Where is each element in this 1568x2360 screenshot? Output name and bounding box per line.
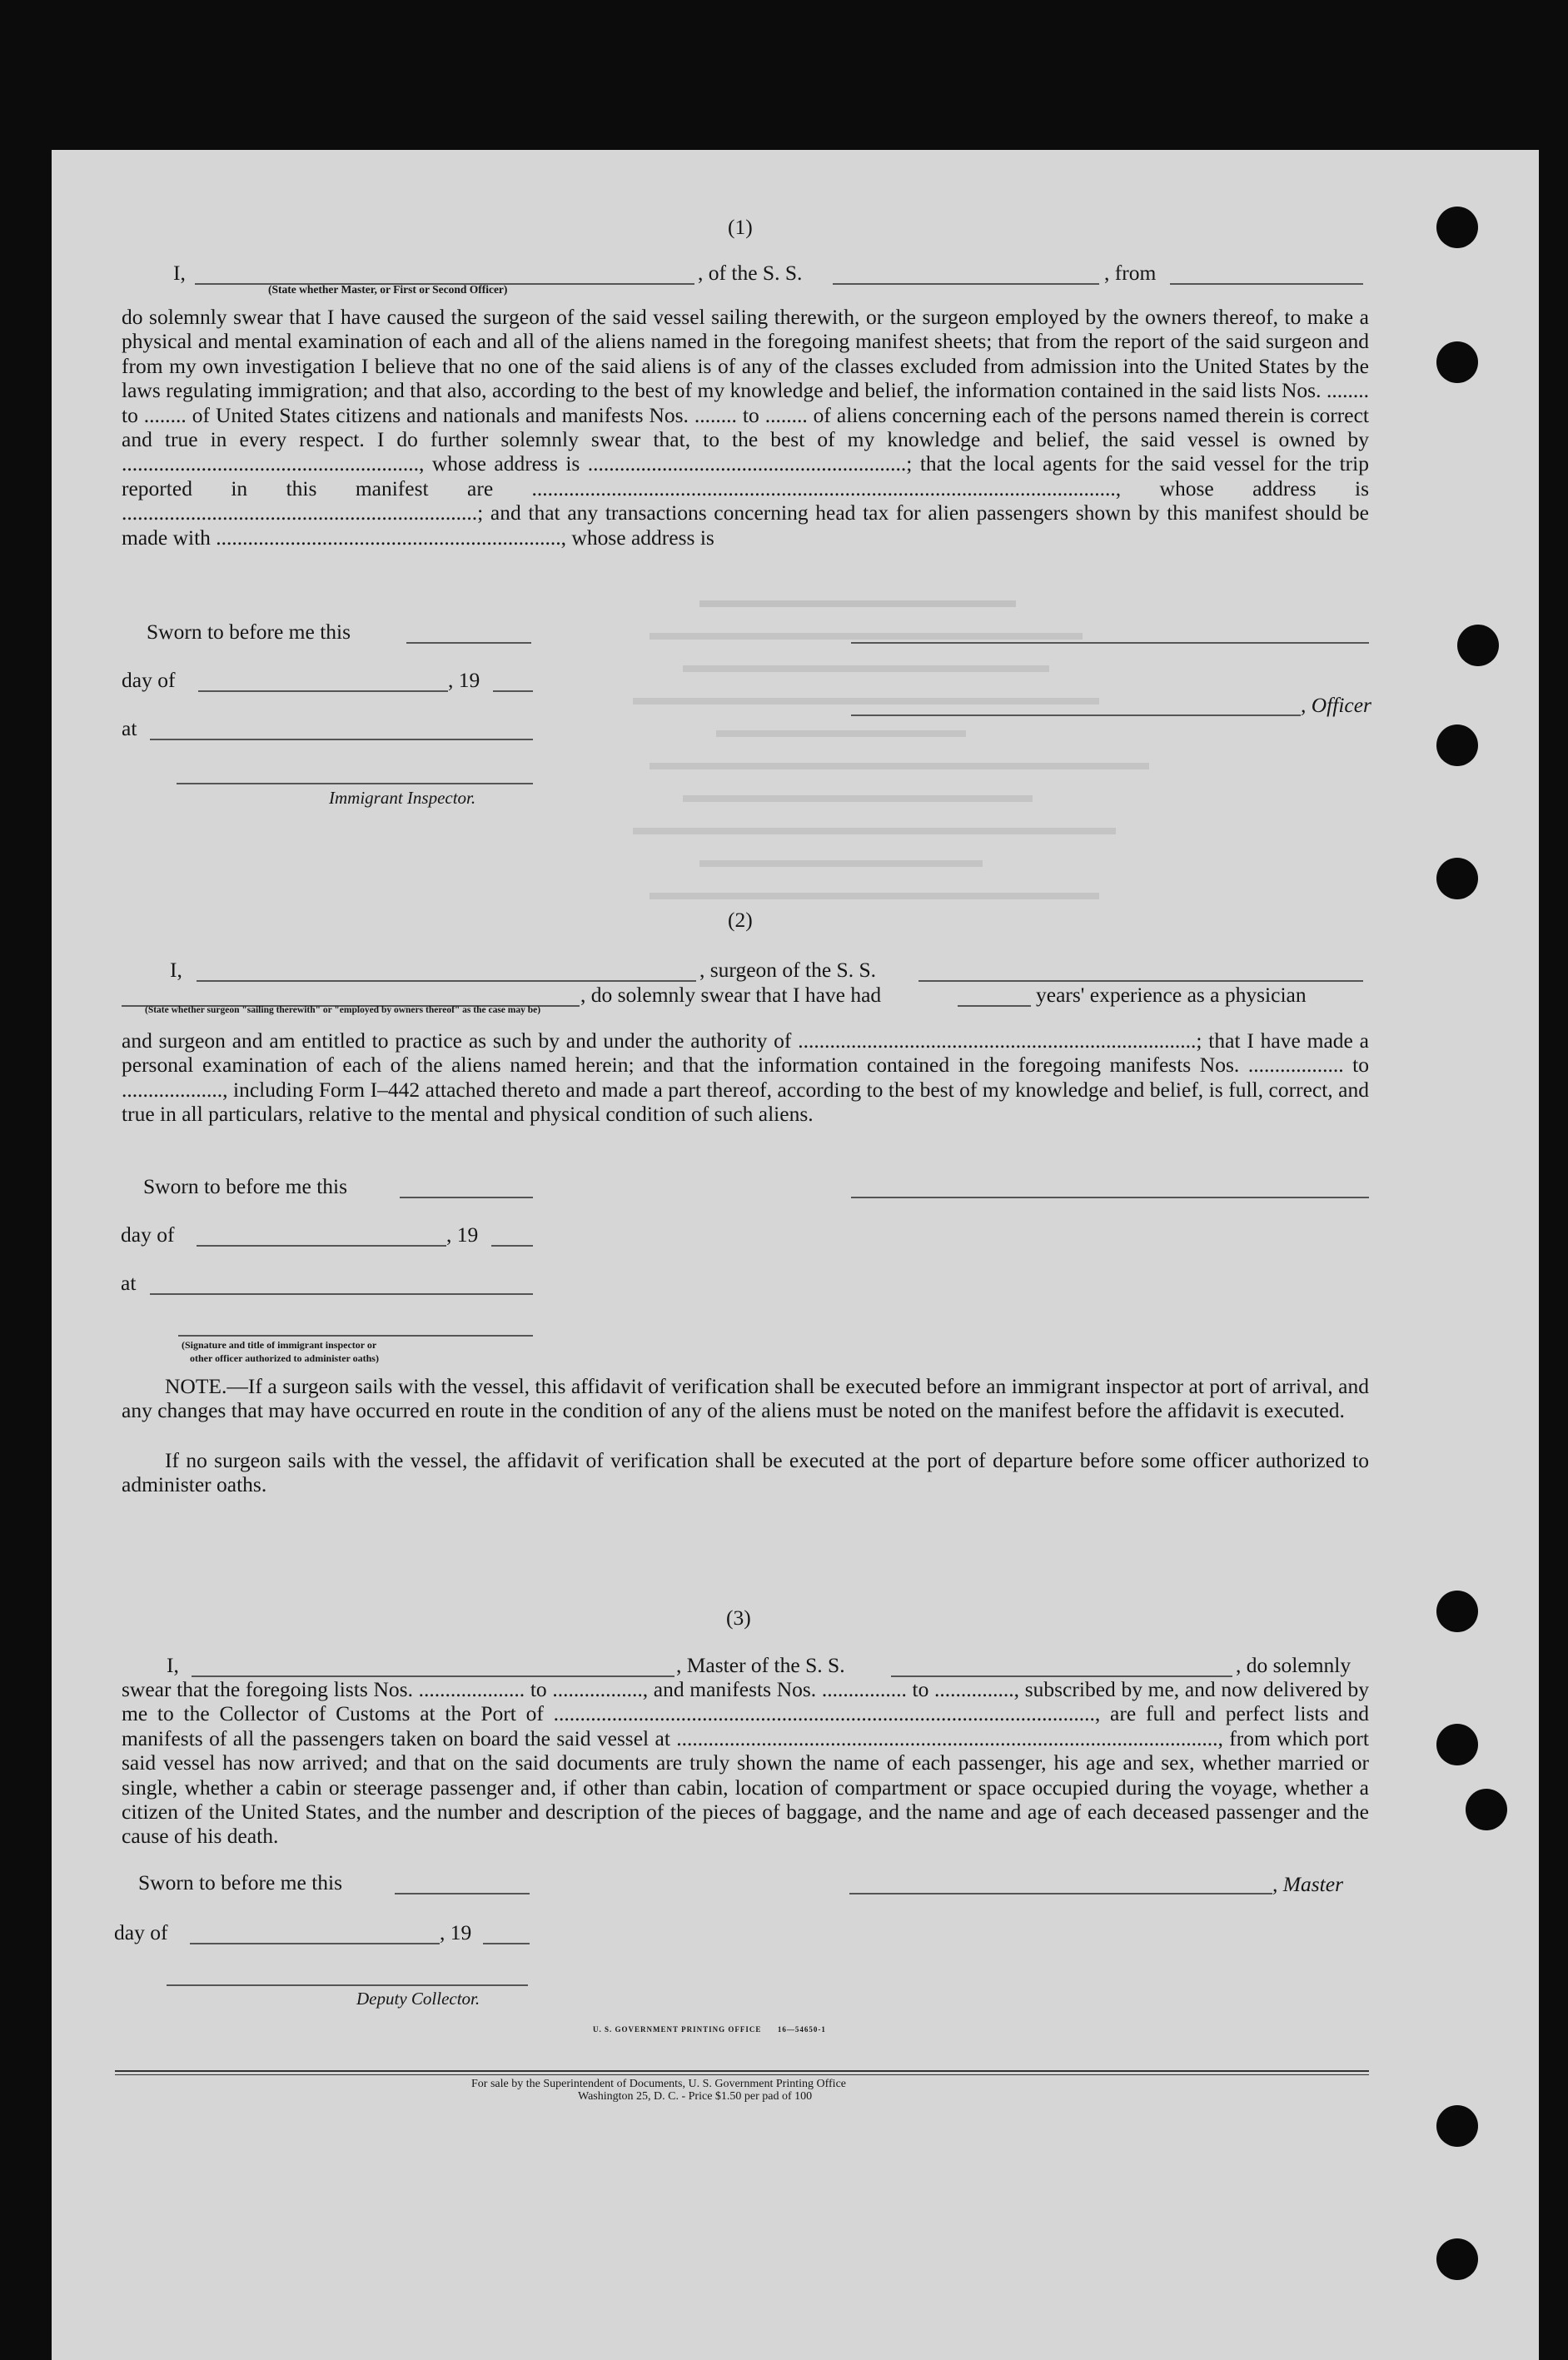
from-port-field[interactable] [1170,283,1363,285]
sig-note-2: other officer authorized to administer oaths) [190,1352,379,1364]
inspector-signature-field[interactable] [177,783,533,784]
sworn-label-2: Sworn to before me this [143,1174,348,1198]
section-3-number: (3) [726,1606,751,1630]
sworn-label-1: Sworn to before me this [147,620,351,644]
day-of-field-1[interactable] [198,690,448,692]
surgeon-of-label: , surgeon of the S. S. [699,958,877,982]
day-of-label-1: day of [122,668,176,692]
section-2-paragraph: and surgeon and am entitled to practice as such by and under the authority of ...........................................................................; that I have made a personal examination of each of the aliens named herein; and that the information contained in the foregoing manifests Nos. .................. to ..................., including Form I–442 attached thereto and made a part thereof, according to the best of my knowledge and belief, is full, correct, and true in all particulars, relative to the mental and physical condition of such aliens. [122,1028,1369,1127]
year-label-2: , 19 [446,1222,479,1247]
day-of-label-3: day of [114,1920,168,1944]
master-label: , Master [1272,1872,1343,1896]
day-of-field-3[interactable] [190,1943,440,1944]
officer-label: , Officer [1301,693,1371,717]
punch-hole [1436,207,1478,248]
gpo-imprint: U. S. GOVERNMENT PRINTING OFFICE 16—54650-1 [593,2025,826,2034]
surgeon-name-field[interactable] [197,980,696,982]
punch-hole [1436,858,1478,899]
collector-label: Deputy Collector. [356,1989,480,2009]
punch-hole [1466,1789,1507,1830]
section-1-number: (1) [728,215,753,239]
master-of-label: , Master of the S. S. [676,1653,845,1677]
sworn-label-3: Sworn to before me this [138,1870,343,1894]
year-label-3: , 19 [440,1920,472,1944]
collector-signature-field[interactable] [167,1984,528,1986]
punch-hole [1436,724,1478,766]
section-3-i-label: I, [167,1653,179,1677]
swear-label: , do solemnly swear that I have had [580,983,882,1007]
at-label-2: at [121,1271,137,1295]
punch-hole [1436,2238,1478,2280]
day-of-field-2[interactable] [197,1245,446,1247]
years-label: years' experience as a physician [1036,983,1307,1007]
year-field-2[interactable] [491,1245,533,1247]
section-2-number: (2) [728,908,753,932]
year-label-1: , 19 [448,668,480,692]
year-field-1[interactable] [493,690,533,692]
note-paragraph-2: If no surgeon sails with the vessel, the affidavit of verification shall be executed at the port of departure before some officer authorized to administer oaths. [122,1448,1369,1497]
punch-hole [1436,2105,1478,2147]
examiner-signature-field[interactable] [178,1335,533,1337]
day-of-label-2: day of [121,1222,175,1247]
sig-note-1: (Signature and title of immigrant inspector or [182,1339,377,1351]
do-solemnly-label: , do solemnly [1236,1653,1351,1677]
sale-notice-1: For sale by the Superintendent of Documents, U. S. Government Printing Office [471,2078,846,2090]
master-signature-field[interactable] [849,1893,1272,1894]
years-field[interactable] [958,1005,1031,1007]
bleed-through-texture [633,575,1216,908]
sworn-date-field-1[interactable] [406,642,531,644]
officer-line[interactable] [851,714,1301,716]
footer-rule-1 [115,2070,1369,2072]
at-field-2[interactable] [150,1293,533,1295]
punch-hole [1436,1724,1478,1765]
sale-notice-2: Washington 25, D. C. - Price $1.50 per pad of 100 [578,2090,813,2103]
section-2-i-label: I, [170,958,182,982]
officer-signature-field[interactable] [851,642,1369,644]
surgeon-note: (State whether surgeon "sailing therewith" or "employed by owners thereof" as the case may be) [145,1005,541,1015]
surgeon-signature-field[interactable] [851,1197,1369,1198]
section-3-paragraph: swear that the foregoing lists Nos. .................... to ................., and manifests Nos. ................ to ..............., subscribed by me, and now delivered by me to the Collector of Customs at the Port of ......................................................................................................, are full and perfect lists and manifests of all the passengers taken on board the said vessel at ......................................................................................................, from which port said vessel has now arrived; and that on the said documents are truly shown the name of each passenger, his age and sex, whether married or single, whether a cabin or steerage passenger and, if other than cabin, location of compartment or space occupied during the voyage, whether a citizen of the United States, and the number and description of the pieces of baggage, and the name and age of each deceased passenger and the cause of his death. [122,1677,1369,1849]
footer-rule-2 [115,2074,1369,2075]
sworn-date-field-3[interactable] [395,1893,530,1894]
section-1-paragraph: do solemnly swear that I have caused the surgeon of the said vessel sailing therewith, or the surgeon employed by the owners thereof, to make a physical and mental examination of each and all of the aliens named in the foregoing manifest sheets; that from the report of the said surgeon and from my own investigation I believe that no one of the said aliens is of any of the classes excluded from admission into the United States by the laws regulating immigration; and that also, according to the best of my knowledge and belief, the information contained in the said lists Nos. ........ to ........ of United States citizens and nationals and manifests Nos. ........ to ........ of aliens concerning each of the persons named therein is correct and true in every respect. I do further solemnly swear that, to the best of my knowledge and belief, the said vessel is owned by ........................................................, whose address is ............................................................; that the local agents for the said vessel for the trip reported in this manifest are .............................................................................................................., whose address is ...................................................................; and that any transactions concerning head tax for alien passengers shown by this manifest should be made with ................................................................., whose address is [122,305,1369,550]
sworn-date-field-2[interactable] [400,1197,533,1198]
of-ss-label: , of the S. S. [698,261,803,285]
surgeon-vessel-field[interactable] [918,980,1363,982]
punch-hole [1436,1591,1478,1632]
from-label: , from [1104,261,1157,285]
punch-hole [1436,341,1478,383]
inspector-label: Immigrant Inspector. [329,788,476,808]
year-field-3[interactable] [483,1943,530,1944]
at-field-1[interactable] [150,739,533,740]
section-1-i-label: I, [173,261,186,285]
punch-hole [1457,625,1499,666]
note-paragraph-1: NOTE.—If a surgeon sails with the vessel, this affidavit of verification shall be executed before an immigrant inspector at port of arrival, and any changes that may have occurred en route in the condition of any of the aliens must be noted on the manifest before the affidavit is executed. [122,1374,1369,1423]
officer-note: (State whether Master, or First or Second Officer) [268,283,508,296]
vessel-name-field[interactable] [833,283,1099,285]
at-label-1: at [122,716,137,740]
